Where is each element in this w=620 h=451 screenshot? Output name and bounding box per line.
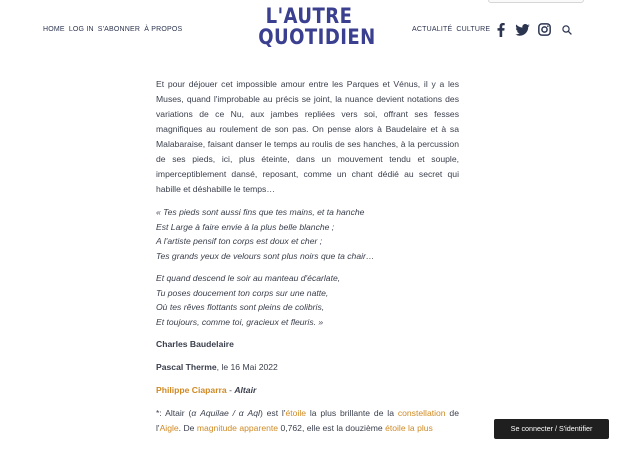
publish-date: , le 16 Mai 2022 xyxy=(216,362,278,372)
logo-line-2: QUOTIDIEN xyxy=(258,25,376,49)
login-button[interactable]: Se connecter / S'identifier xyxy=(494,419,609,439)
nav-home[interactable]: HOME xyxy=(43,26,65,33)
link-aigle[interactable]: Aigle xyxy=(159,423,179,433)
poem-line: Tes grands yeux de velours sont plus noirs que ta chair… xyxy=(156,250,375,261)
footnote-text: 0,762, elle est la douzième xyxy=(278,423,386,433)
twitter-icon[interactable] xyxy=(515,24,530,36)
main-nav-left xyxy=(43,26,182,33)
author-name: Pascal Therme xyxy=(156,362,217,372)
facebook-icon[interactable] xyxy=(497,23,505,37)
poem-line: Et quand descend le soir au manteau d'écarlate, xyxy=(156,273,341,283)
link-constellation[interactable]: constellation xyxy=(397,408,446,418)
footnote-text: la plus brillante de la xyxy=(306,408,398,418)
poem-line: Tu poses doucement ton corps sur une natte, xyxy=(156,287,329,298)
poet-name: Charles Baudelaire xyxy=(156,339,234,349)
footnote-paragraph xyxy=(156,406,459,436)
nav-actualite[interactable]: ACTUALITÉ xyxy=(412,26,453,33)
footnote-text: de l' xyxy=(156,408,459,433)
site-header xyxy=(0,0,620,64)
nav-about[interactable]: À PROPOS xyxy=(144,26,183,33)
artist-link[interactable]: Philippe Ciaparra xyxy=(156,385,227,395)
link-etoile[interactable]: étoile xyxy=(285,408,307,418)
footnote-text: ) est l' xyxy=(259,408,286,418)
credit-separator: - xyxy=(226,385,235,395)
footnote-text: . De xyxy=(178,423,197,433)
article-intro-paragraph: Et pour déjouer cet impossible amour entre les Parques et Vénus, il y a les Muses, quand l'improbable au précis se joint, la nuance devient notations des variations de ce Nu, aux jambes repliées vers soi, offrant ses fesses magnifiques au roulement de son pas. On pense alors à Baudelaire et à sa Malabaraise, faisant danser le temps au roulis de ses hanches, à la percussion de ses pieds, ici, plus éteinte, dans un mouvement tendu et souple, imperceptiblement dansé, reposant, comme un chant dédié au secret qui habille et déshabille le temps… xyxy=(156,79,459,194)
logo-line-1: L'AUTRE xyxy=(265,4,353,28)
nav-culture[interactable]: CULTURE xyxy=(456,26,491,33)
link-etoile-la-plus[interactable]: étoile la plus xyxy=(385,423,433,433)
nav-login[interactable]: LOG IN xyxy=(68,26,94,33)
site-logo[interactable] xyxy=(258,4,376,49)
poem-line: Est Large à faire envie à la plus belle blanche ; xyxy=(156,221,335,232)
artwork-title: Altair xyxy=(234,385,257,395)
poem-line: Et toujours, comme toi, gracieux et fleuris. » xyxy=(156,316,324,327)
article-body xyxy=(156,77,459,444)
author-date xyxy=(156,360,459,375)
main-nav-right xyxy=(412,26,490,33)
nav-subscribe[interactable]: S'ABONNER xyxy=(97,26,141,33)
poem-stanza-1 xyxy=(156,205,459,263)
instagram-icon[interactable] xyxy=(538,23,551,36)
poem-line: A l'artiste pensif ton corps est doux et cher ; xyxy=(156,236,323,246)
search-icon[interactable] xyxy=(562,25,572,35)
link-magnitude-apparente[interactable]: magnitude apparente xyxy=(196,423,279,433)
poem-stanza-2 xyxy=(156,271,459,329)
poem-line: Où tes rêves flottants sont pleins de colibris, xyxy=(156,302,325,312)
footnote-text: *: Altair ( xyxy=(156,408,192,418)
poem-line: « Tes pieds sont aussi fins que tes mains, et ta hanche xyxy=(156,207,365,217)
artwork-credit xyxy=(156,383,459,398)
footnote-designation: α Aquilae / α Aql xyxy=(191,408,260,418)
